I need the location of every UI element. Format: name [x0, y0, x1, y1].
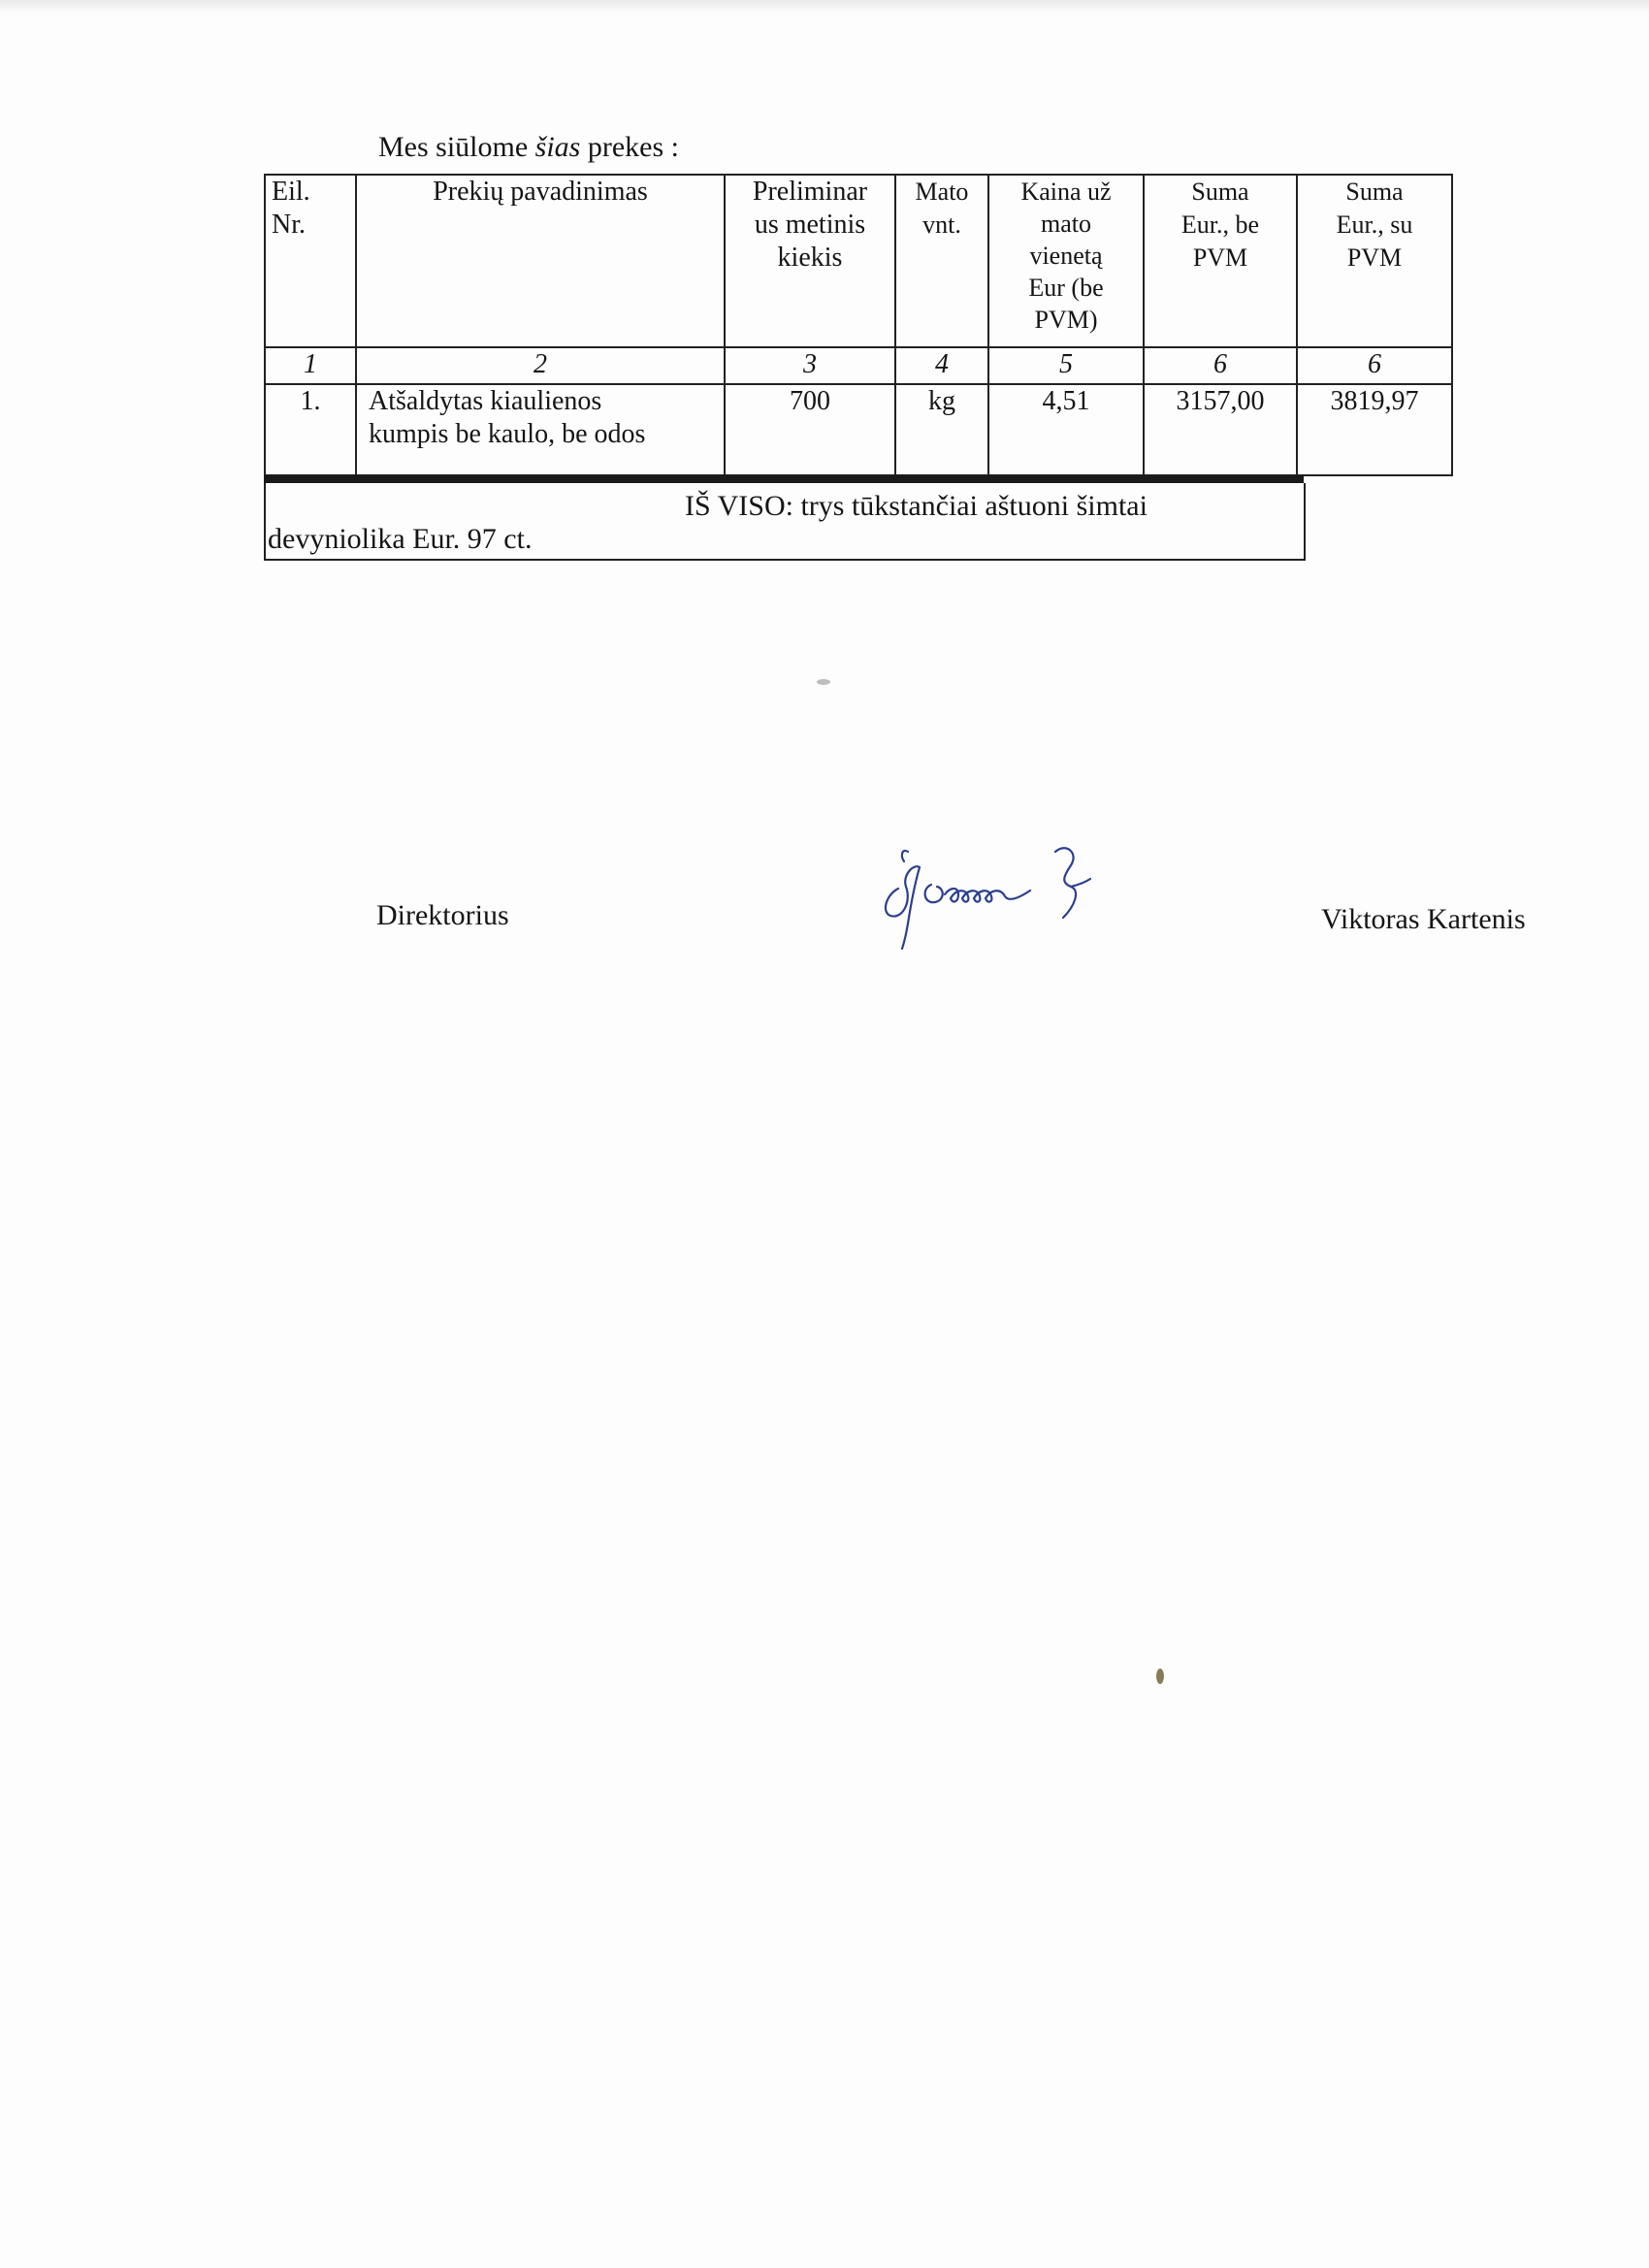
sum-without-vat-value: 3157,00: [1144, 384, 1297, 475]
quantity-value: 700: [725, 384, 895, 475]
scan-speck: [1156, 1669, 1164, 1684]
total-in-words-line-1: IŠ VISO: trys tūkstančiai aštuoni šimtai: [685, 490, 1148, 522]
intro-prefix: Mes siūlome: [378, 131, 535, 163]
column-number: 4: [895, 347, 988, 384]
scan-speck: [817, 679, 830, 685]
table-header-row: [265, 175, 1452, 347]
column-number-row: [265, 347, 1452, 384]
signatory-title: Direktorius: [376, 899, 509, 931]
header-cell-name: Prekių pavadinimas: [356, 175, 725, 347]
intro-suffix: prekes :: [580, 131, 679, 163]
header-cell-eil-nr: Eil. Nr.: [265, 175, 356, 347]
intro-emphasis: šias: [534, 131, 581, 163]
header-cell-sum-with-vat: Suma Eur., su PVM: [1297, 175, 1452, 347]
product-name: Atšaldytas kiaulienos kumpis be kaulo, be odos: [356, 384, 725, 475]
total-box: [264, 483, 1306, 561]
total-in-words-line-2: devyniolika Eur. 97 ct.: [268, 523, 533, 555]
row-number: 1.: [265, 384, 356, 475]
column-number: 6: [1144, 347, 1297, 384]
signatory-name: Viktoras Kartenis: [1321, 903, 1526, 935]
column-number: 6: [1297, 347, 1452, 384]
header-cell-unit-price: Kaina už mato vienetą Eur (be PVM): [988, 175, 1144, 347]
scan-edge: [0, 0, 1649, 14]
handwritten-signature: [863, 834, 1193, 951]
offer-table: [264, 174, 1453, 476]
sum-with-vat-value: 3819,97: [1297, 384, 1452, 475]
table-row: [265, 384, 1452, 475]
header-cell-unit: Mato vnt.: [895, 175, 988, 347]
unit-value: kg: [895, 384, 988, 475]
unit-price-value: 4,51: [988, 384, 1144, 475]
table-divider: [264, 475, 1304, 483]
header-cell-sum-without-vat: Suma Eur., be PVM: [1144, 175, 1297, 347]
header-cell-quantity: Preliminar us metinis kiekis: [725, 175, 895, 347]
column-number: 1: [265, 347, 356, 384]
column-number: 2: [356, 347, 725, 384]
column-number: 5: [988, 347, 1144, 384]
intro-line: [378, 130, 679, 165]
column-number: 3: [725, 347, 895, 384]
